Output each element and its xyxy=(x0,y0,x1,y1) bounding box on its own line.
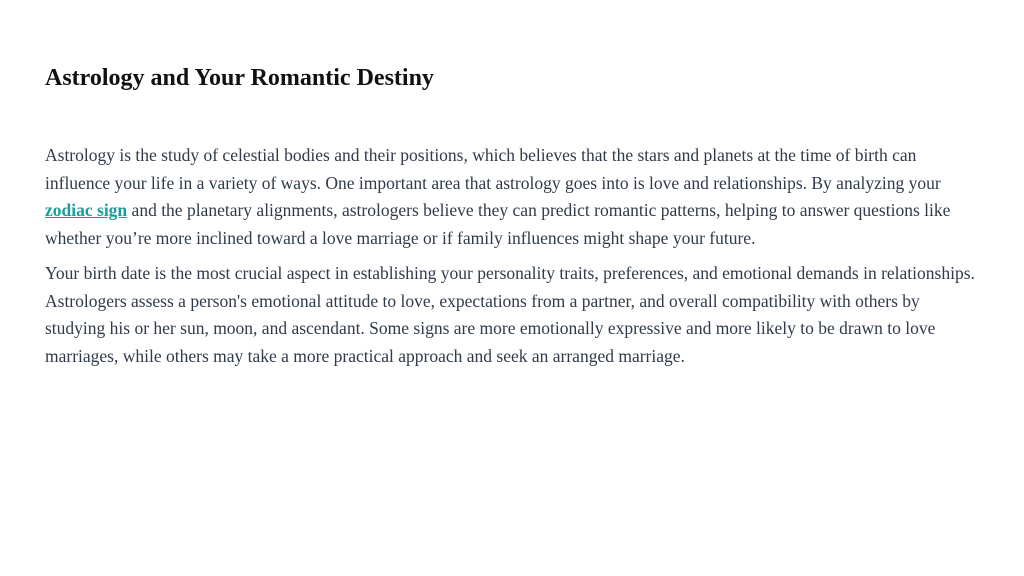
paragraph-birth-date: Your birth date is the most crucial aspect in establishing your personality traits, preferences, and emotional demands in relationships. Astrologers assess a person's emotional attitude to love, expectations from a partner, and overall compatibility with others by studying his or her sun, moon, and ascendant. Some signs are more emotionally expressive and more likely to be drawn to love marriages, while others may take a more practical approach and seek an arranged marriage. xyxy=(45,263,975,366)
paragraph-intro xyxy=(45,142,984,252)
paragraph-intro-text-before-link: Astrology is the study of celestial bodies and their positions, which believes that the stars and planets at the time of birth can influence your life in a variety of ways. One important area that astrology goes into is love and relationships. By analyzing your xyxy=(45,145,941,193)
article-body xyxy=(45,142,984,370)
page-title: Astrology and Your Romantic Destiny xyxy=(45,65,434,91)
zodiac-sign-link[interactable]: zodiac sign xyxy=(45,200,128,220)
paragraph-intro-text-after-link: and the planetary alignments, astrologers believe they can predict romantic patterns, helping to answer questions like whether you’re more inclined toward a love marriage or if family influences might shape your future. xyxy=(45,200,951,248)
